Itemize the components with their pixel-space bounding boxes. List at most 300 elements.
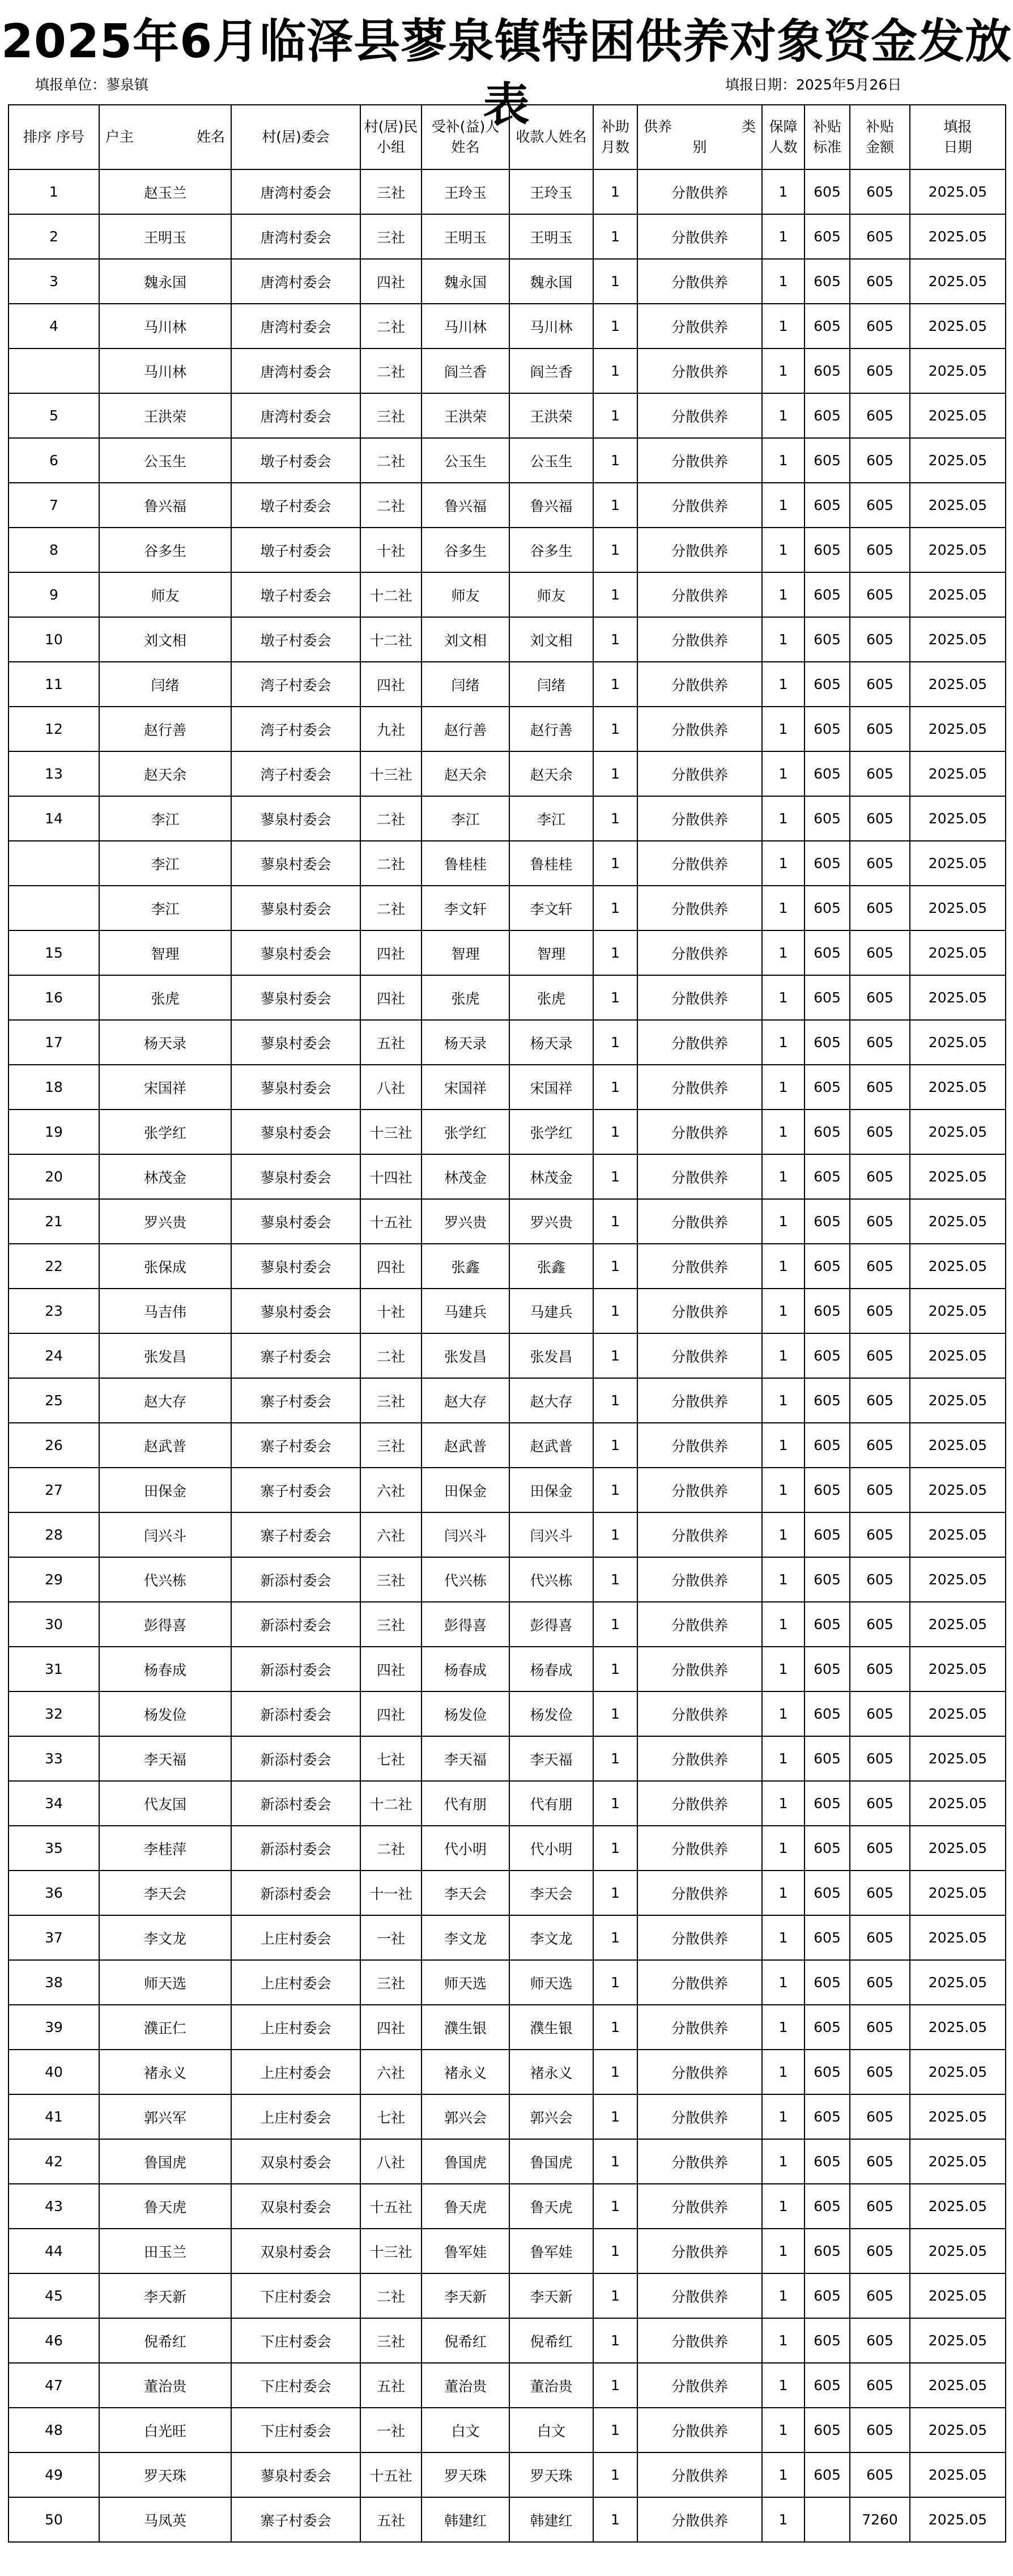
report-date-cell: 2025.05 [910,1647,1006,1691]
village-cell: 寨子村委会 [231,1423,360,1468]
standard-cell: 605 [805,1289,850,1333]
support-type-cell: 分散供养 [637,1468,762,1512]
recipient-cell: 李天会 [422,1871,509,1915]
report-date-cell: 2025.05 [910,1915,1006,1960]
village-cell: 新添村委会 [231,1602,360,1647]
amount-cell: 605 [850,1468,910,1512]
standard-cell: 605 [805,438,850,483]
seq-cell: 42 [8,2139,99,2184]
recipient-cell: 鲁桂桂 [422,841,509,886]
village-cell: 蓼泉村委会 [231,886,360,930]
support-type-cell: 分散供养 [637,483,762,528]
table-row [8,975,1006,1020]
household-head-cell: 赵行善 [99,707,231,751]
seq-cell: 23 [8,1289,99,1333]
seq-cell: 45 [8,2273,99,2318]
people-cell: 1 [762,2005,805,2050]
payee-cell: 代兴栋 [509,1557,593,1602]
household-head-cell: 罗天珠 [99,2452,231,2497]
standard-cell: 605 [805,1602,850,1647]
seq-cell: 27 [8,1468,99,1512]
recipient-cell: 白文 [422,2408,509,2452]
table-row [8,1826,1006,1871]
household-head-cell: 董治贵 [99,2363,231,2408]
village-cell: 蓼泉村委会 [231,1199,360,1244]
col-head-header [99,105,231,169]
report-date-cell: 2025.05 [910,1960,1006,2005]
table-row [8,1781,1006,1826]
amount-cell: 605 [850,662,910,707]
col-recipient-label-b: 姓名 [451,139,480,155]
household-head-cell: 李江 [99,886,231,930]
seq-cell: 8 [8,528,99,572]
months-cell: 1 [593,528,637,572]
table-row [8,304,1006,348]
household-head-cell: 马川林 [99,304,231,348]
months-cell: 1 [593,796,637,841]
seq-cell: 9 [8,572,99,617]
household-head-cell: 田保金 [99,1468,231,1512]
col-group-header [360,105,422,169]
payee-cell: 赵大存 [509,1378,593,1423]
table-row [8,572,1006,617]
col-standard-header [805,105,850,169]
group-cell: 八社 [360,2139,422,2184]
col-people-label-b: 人数 [769,139,798,155]
household-head-cell: 张学红 [99,1110,231,1154]
household-head-cell: 公玉生 [99,438,231,483]
months-cell: 1 [593,751,637,796]
group-cell: 十五社 [360,2452,422,2497]
people-cell: 1 [762,2050,805,2094]
recipient-cell: 谷多生 [422,528,509,572]
people-cell: 1 [762,259,805,304]
report-date-cell: 2025.05 [910,2184,1006,2229]
group-cell: 六社 [360,2050,422,2094]
support-type-cell: 分散供养 [637,886,762,930]
people-cell: 1 [762,796,805,841]
seq-cell: 14 [8,796,99,841]
standard-cell: 605 [805,1333,850,1378]
people-cell: 1 [762,930,805,975]
support-type-cell: 分散供养 [637,1557,762,1602]
people-cell: 1 [762,2318,805,2363]
months-cell: 1 [593,1647,637,1691]
people-cell: 1 [762,662,805,707]
seq-cell: 36 [8,1871,99,1915]
household-head-cell: 代友国 [99,1781,231,1826]
report-date-cell: 2025.05 [910,393,1006,438]
village-cell: 寨子村委会 [231,1468,360,1512]
recipient-cell: 魏永国 [422,259,509,304]
months-cell: 1 [593,2273,637,2318]
seq-cell: 7 [8,483,99,528]
people-cell: 1 [762,2452,805,2497]
report-date-cell: 2025.05 [910,1557,1006,1602]
people-cell: 1 [762,2497,805,2542]
col-village-header: 村(居)委会 [231,105,360,169]
payee-cell: 杨天录 [509,1020,593,1065]
table-row [8,1871,1006,1915]
household-head-cell: 师天选 [99,1960,231,2005]
col-seq-label-a: 排序 [23,129,52,145]
report-date-cell: 2025.05 [910,1736,1006,1781]
standard-cell: 605 [805,1154,850,1199]
col-group-label-a: 村(居)民 [364,118,418,135]
household-head-cell: 杨发俭 [99,1691,231,1736]
support-type-cell: 分散供养 [637,617,762,662]
village-cell: 上庄村委会 [231,1915,360,1960]
amount-cell: 605 [850,1871,910,1915]
report-date-cell: 2025.05 [910,2452,1006,2497]
amount-cell: 605 [850,1960,910,2005]
standard-cell: 605 [805,1647,850,1691]
group-cell: 十三社 [360,2229,422,2273]
household-head-cell: 杨春成 [99,1647,231,1691]
months-cell: 1 [593,348,637,393]
payee-cell: 濮生银 [509,2005,593,2050]
report-date-cell: 2025.05 [910,2273,1006,2318]
payee-cell: 赵行善 [509,707,593,751]
seq-cell: 16 [8,975,99,1020]
amount-cell: 605 [850,1065,910,1110]
months-cell: 1 [593,1289,637,1333]
seq-cell: 39 [8,2005,99,2050]
table-row [8,796,1006,841]
support-type-cell: 分散供养 [637,1647,762,1691]
group-cell: 四社 [360,2005,422,2050]
table-row [8,707,1006,751]
people-cell: 1 [762,214,805,259]
amount-cell: 605 [850,796,910,841]
people-cell: 1 [762,1691,805,1736]
people-cell: 1 [762,2094,805,2139]
recipient-cell: 王洪荣 [422,393,509,438]
amount-cell: 605 [850,2050,910,2094]
people-cell: 1 [762,751,805,796]
standard-cell: 605 [805,1423,850,1468]
household-head-cell: 赵玉兰 [99,169,231,214]
standard-cell: 605 [805,483,850,528]
amount-cell: 605 [850,528,910,572]
payee-cell: 阎兰香 [509,348,593,393]
amount-cell: 605 [850,1602,910,1647]
report-date-cell: 2025.05 [910,1020,1006,1065]
months-cell: 1 [593,2452,637,2497]
group-cell: 十二社 [360,617,422,662]
recipient-cell: 董治贵 [422,2363,509,2408]
table-row [8,2139,1006,2184]
people-cell: 1 [762,1557,805,1602]
recipient-cell: 张鑫 [422,1244,509,1289]
seq-cell: 10 [8,617,99,662]
group-cell: 四社 [360,1244,422,1289]
group-cell: 二社 [360,2273,422,2318]
standard-cell: 605 [805,2094,850,2139]
standard-cell: 605 [805,2050,850,2094]
payee-cell: 李文龙 [509,1915,593,1960]
report-date-cell: 2025.05 [910,1065,1006,1110]
group-cell: 二社 [360,886,422,930]
amount-cell: 605 [850,483,910,528]
people-cell: 1 [762,572,805,617]
report-date-cell: 2025.05 [910,1781,1006,1826]
village-cell: 蓼泉村委会 [231,975,360,1020]
support-type-cell: 分散供养 [637,259,762,304]
support-type-cell: 分散供养 [637,2452,762,2497]
recipient-cell: 智理 [422,930,509,975]
payee-cell: 王明玉 [509,214,593,259]
household-head-cell: 刘文相 [99,617,231,662]
people-cell: 1 [762,2273,805,2318]
report-date-cell: 2025.05 [910,2094,1006,2139]
report-date-cell: 2025.05 [910,886,1006,930]
group-cell: 十社 [360,528,422,572]
household-head-cell: 鲁兴福 [99,483,231,528]
table-row [8,2094,1006,2139]
payee-cell: 鲁国虎 [509,2139,593,2184]
village-cell: 蓼泉村委会 [231,2452,360,2497]
payee-cell: 赵天余 [509,751,593,796]
months-cell: 1 [593,2050,637,2094]
support-type-cell: 分散供养 [637,1110,762,1154]
group-cell: 二社 [360,1826,422,1871]
support-type-cell: 分散供养 [637,1871,762,1915]
standard-cell: 605 [805,662,850,707]
household-head-cell: 智理 [99,930,231,975]
report-date-cell: 2025.05 [910,1110,1006,1154]
seq-cell: 26 [8,1423,99,1468]
seq-cell: 28 [8,1512,99,1557]
amount-cell: 605 [850,1244,910,1289]
table-row [8,1691,1006,1736]
amount-cell: 605 [850,2184,910,2229]
payee-cell: 李天福 [509,1736,593,1781]
people-cell: 1 [762,1289,805,1333]
support-type-cell: 分散供养 [637,1691,762,1736]
table-row [8,1244,1006,1289]
payee-cell: 宋国祥 [509,1065,593,1110]
support-type-cell: 分散供养 [637,2094,762,2139]
col-payee-header: 收款人姓名 [509,105,593,169]
support-type-cell: 分散供养 [637,841,762,886]
standard-cell: 605 [805,1065,850,1110]
group-cell: 三社 [360,1378,422,1423]
payee-cell: 魏永国 [509,259,593,304]
report-date-cell: 2025.05 [910,1871,1006,1915]
col-people-label-a: 保障 [769,118,798,135]
report-date-cell: 2025.05 [910,930,1006,975]
support-type-cell: 分散供养 [637,2184,762,2229]
support-type-cell: 分散供养 [637,1289,762,1333]
payee-cell: 师天选 [509,1960,593,2005]
standard-cell: 605 [805,169,850,214]
seq-cell [8,841,99,886]
amount-cell: 605 [850,751,910,796]
village-cell: 寨子村委会 [231,2497,360,2542]
payee-cell: 林茂金 [509,1154,593,1199]
months-cell: 1 [593,841,637,886]
amount-cell: 7260 [850,2497,910,2542]
people-cell: 1 [762,169,805,214]
group-cell: 三社 [360,1602,422,1647]
household-head-cell: 李江 [99,796,231,841]
standard-cell [805,2497,850,2542]
support-type-cell: 分散供养 [637,1736,762,1781]
months-cell: 1 [593,2497,637,2542]
header-row [8,105,1006,169]
col-standard-label-a: 补贴 [812,118,841,135]
report-date-cell: 2025.05 [910,1691,1006,1736]
table-row [8,1065,1006,1110]
report-date-cell: 2025.05 [910,1199,1006,1244]
months-cell: 1 [593,2005,637,2050]
amount-cell: 605 [850,707,910,751]
recipient-cell: 赵武普 [422,1423,509,1468]
village-cell: 蓼泉村委会 [231,1244,360,1289]
group-cell: 五社 [360,1020,422,1065]
table-row [8,1647,1006,1691]
village-cell: 下庄村委会 [231,2363,360,2408]
seq-cell: 50 [8,2497,99,2542]
standard-cell: 605 [805,348,850,393]
table-row [8,393,1006,438]
standard-cell: 605 [805,572,850,617]
col-type-label-c: 别 [692,139,707,155]
payee-cell: 白文 [509,2408,593,2452]
recipient-cell: 公玉生 [422,438,509,483]
payee-cell: 赵武普 [509,1423,593,1468]
group-cell: 三社 [360,169,422,214]
village-cell: 新添村委会 [231,1781,360,1826]
village-cell: 墩子村委会 [231,438,360,483]
months-cell: 1 [593,1154,637,1199]
household-head-cell: 李天会 [99,1871,231,1915]
payee-cell: 李天会 [509,1871,593,1915]
seq-cell: 31 [8,1647,99,1691]
recipient-cell: 郭兴会 [422,2094,509,2139]
recipient-cell: 代有朋 [422,1781,509,1826]
group-cell: 九社 [360,707,422,751]
standard-cell: 605 [805,1960,850,2005]
household-head-cell: 王明玉 [99,214,231,259]
support-type-cell: 分散供养 [637,1423,762,1468]
months-cell: 1 [593,617,637,662]
seq-cell: 46 [8,2318,99,2363]
recipient-cell: 林茂金 [422,1154,509,1199]
table-row [8,1602,1006,1647]
table-row [8,2452,1006,2497]
household-head-cell: 马川林 [99,348,231,393]
table-row [8,2005,1006,2050]
report-date-cell: 2025.05 [910,483,1006,528]
village-cell: 墩子村委会 [231,483,360,528]
recipient-cell: 杨天录 [422,1020,509,1065]
people-cell: 1 [762,1512,805,1557]
months-cell: 1 [593,2139,637,2184]
support-type-cell: 分散供养 [637,1244,762,1289]
people-cell: 1 [762,438,805,483]
support-type-cell: 分散供养 [637,572,762,617]
support-type-cell: 分散供养 [637,1020,762,1065]
village-cell: 唐湾村委会 [231,169,360,214]
table-row [8,259,1006,304]
payee-cell: 鲁桂桂 [509,841,593,886]
village-cell: 蓼泉村委会 [231,1154,360,1199]
people-cell: 1 [762,304,805,348]
report-date-cell: 2025.05 [910,438,1006,483]
table-row [8,1423,1006,1468]
fill-unit: 填报单位：蓼泉镇 [35,76,149,93]
seq-cell: 19 [8,1110,99,1154]
recipient-cell: 韩建红 [422,2497,509,2542]
people-cell: 1 [762,1915,805,1960]
seq-cell: 37 [8,1915,99,1960]
table-row [8,1020,1006,1065]
col-amount-label-b: 金额 [865,139,894,155]
recipient-cell: 赵大存 [422,1378,509,1423]
report-date-cell: 2025.05 [910,975,1006,1020]
group-cell: 六社 [360,1512,422,1557]
household-head-cell: 代兴栋 [99,1557,231,1602]
months-cell: 1 [593,2184,637,2229]
group-cell: 三社 [360,393,422,438]
support-type-cell: 分散供养 [637,2408,762,2452]
group-cell: 三社 [360,214,422,259]
months-cell: 1 [593,2229,637,2273]
seq-cell: 1 [8,169,99,214]
report-date-cell: 2025.05 [910,2050,1006,2094]
recipient-cell: 张发昌 [422,1333,509,1378]
village-cell: 上庄村委会 [231,1960,360,2005]
village-cell: 上庄村委会 [231,2094,360,2139]
recipient-cell: 代兴栋 [422,1557,509,1602]
payee-cell: 刘文相 [509,617,593,662]
recipient-cell: 闫兴斗 [422,1512,509,1557]
amount-cell: 605 [850,2094,910,2139]
group-cell: 二社 [360,1333,422,1378]
household-head-cell: 田玉兰 [99,2229,231,2273]
village-cell: 新添村委会 [231,1871,360,1915]
people-cell: 1 [762,975,805,1020]
recipient-cell: 田保金 [422,1468,509,1512]
payee-cell: 罗兴贵 [509,1199,593,1244]
report-date-cell: 2025.05 [910,1512,1006,1557]
household-head-cell: 白光旺 [99,2408,231,2452]
village-cell: 湾子村委会 [231,662,360,707]
household-head-cell: 鲁天虎 [99,2184,231,2229]
amount-cell: 605 [850,1557,910,1602]
standard-cell: 605 [805,1736,850,1781]
payee-cell: 张发昌 [509,1333,593,1378]
group-cell: 十五社 [360,2184,422,2229]
table-row [8,1736,1006,1781]
amount-cell: 605 [850,1781,910,1826]
village-cell: 湾子村委会 [231,751,360,796]
household-head-cell: 马凤英 [99,2497,231,2542]
household-head-cell: 赵武普 [99,1423,231,1468]
col-head-label-a: 户主 [105,129,134,145]
household-head-cell: 李江 [99,841,231,886]
months-cell: 1 [593,2363,637,2408]
subsidy-table [8,104,1006,2543]
report-date-cell: 2025.05 [910,2139,1006,2184]
people-cell: 1 [762,841,805,886]
months-cell: 1 [593,1781,637,1826]
village-cell: 蓼泉村委会 [231,796,360,841]
standard-cell: 605 [805,259,850,304]
standard-cell: 605 [805,1378,850,1423]
